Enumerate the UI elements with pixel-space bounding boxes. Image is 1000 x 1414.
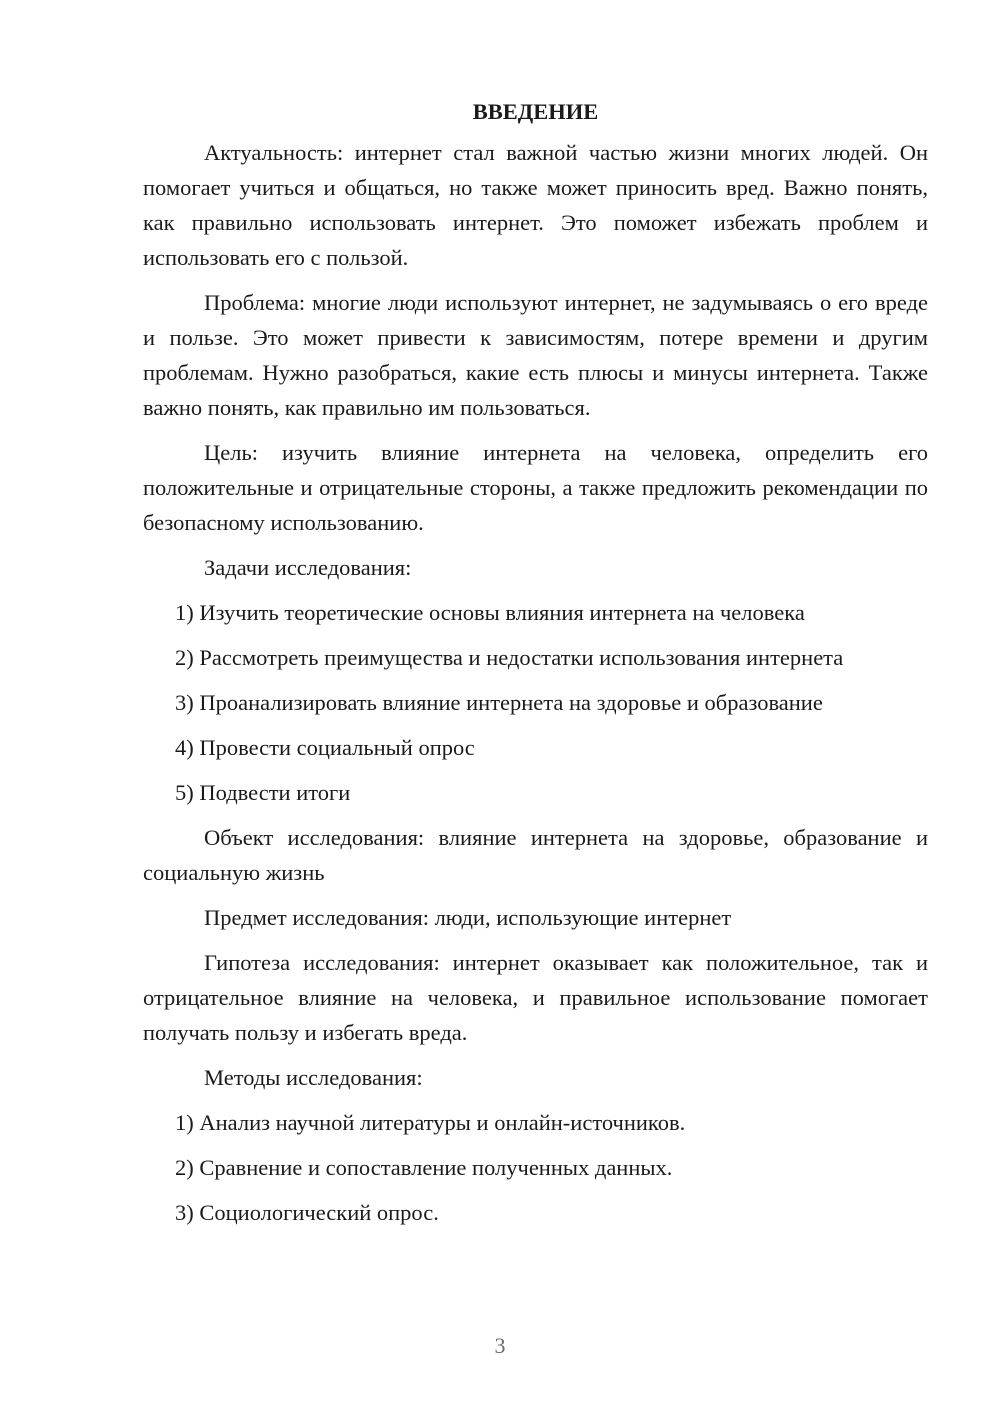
methods-label: Методы исследования: — [204, 1065, 423, 1090]
list-item: 2) Рассмотреть преимущества и недостатки использования интернета — [175, 645, 844, 670]
page-content — [143, 94, 928, 1240]
list-item: 2) Сравнение и сопоставление полученных данных. — [175, 1155, 673, 1180]
list-item: 5) Подвести итоги — [175, 780, 351, 805]
list-item: 4) Провести социальный опрос — [175, 735, 475, 760]
hypothesis-paragraph: Гипотеза исследования: интернет оказывает как положительное, так и отрицательное влияние на человека, и правильное использование помогает получать пользу и избегать вреда. — [143, 950, 928, 1045]
goal-paragraph: Цель: изучить влияние интернета на человека, определить его положительные и отрицательные стороны, а также предложить рекомендации по безопасному использованию. — [143, 440, 928, 535]
subject-paragraph: Предмет исследования: люди, использующие интернет — [204, 905, 732, 930]
list-item: 3) Социологический опрос. — [175, 1200, 439, 1225]
list-item: 1) Анализ научной литературы и онлайн-источников. — [175, 1110, 686, 1135]
methods-list — [143, 1105, 928, 1230]
section-heading: ВВЕДЕНИЕ — [472, 99, 599, 124]
object-paragraph: Объект исследования: влияние интернета на здоровье, образование и социальную жизнь — [143, 825, 928, 885]
relevance-paragraph: Актуальность: интернет стал важной частью жизни многих людей. Он помогает учиться и общаться, но также может приносить вред. Важно понять, как правильно использовать интернет. Это поможет избежать проблем и использовать его с пользой. — [143, 140, 928, 270]
problem-paragraph: Проблема: многие люди используют интернет, не задумываясь о его вреде и пользе. Это может привести к зависимостям, потере времени и другим проблемам. Нужно разобраться, какие есть плюсы и минусы интернета. Также важно понять, как правильно им пользоваться. — [143, 290, 928, 420]
list-item: 3) Проанализировать влияние интернета на здоровье и образование — [175, 690, 823, 715]
tasks-list — [143, 595, 928, 810]
list-item: 1) Изучить теоретические основы влияния интернета на человека — [175, 600, 805, 625]
page-number: 3 — [494, 1333, 506, 1358]
tasks-label: Задачи исследования: — [204, 555, 412, 580]
